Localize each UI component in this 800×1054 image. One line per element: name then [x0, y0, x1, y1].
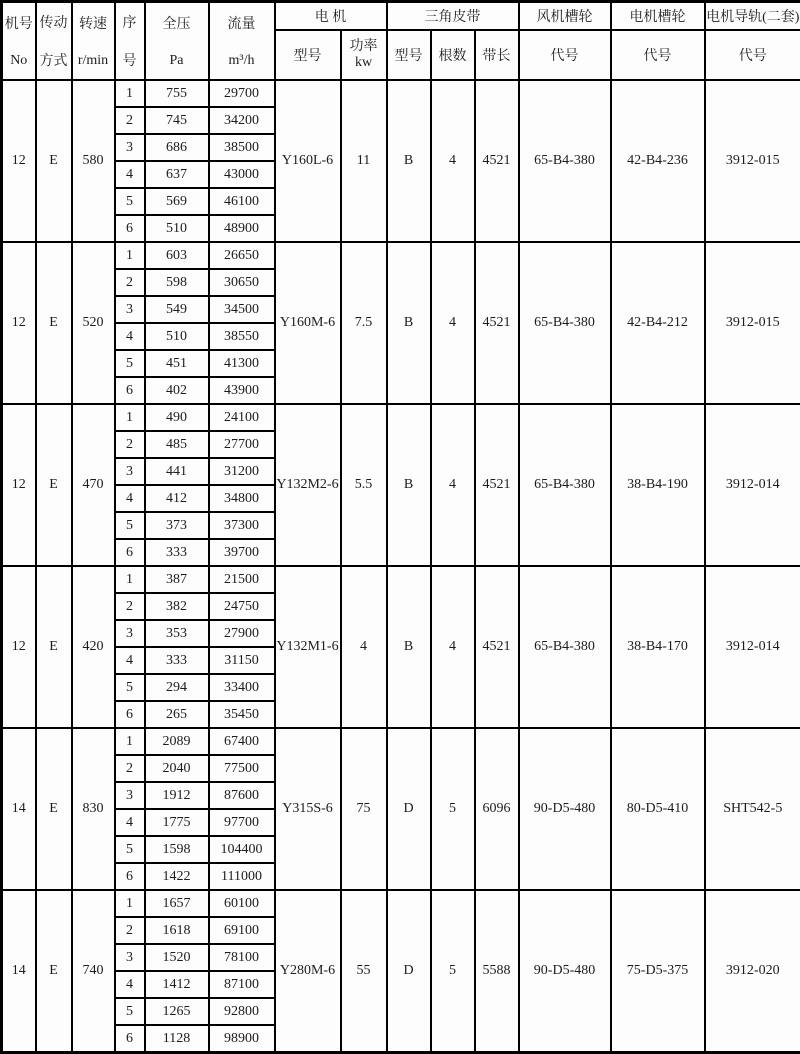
- cell-seq: 1: [115, 80, 145, 107]
- table-row: [2, 404, 800, 431]
- cell-fan-sheave-code: 65-B4-380: [519, 566, 611, 728]
- cell-flow: 27700: [209, 431, 275, 458]
- cell-pressure: 569: [145, 188, 209, 215]
- cell-motor-model: Y132M2-6: [275, 404, 341, 566]
- cell-belt-length: 4521: [475, 80, 519, 242]
- cell-flow: 111000: [209, 863, 275, 890]
- cell-motor-sheave-code: 38-B4-170: [611, 566, 705, 728]
- cell-motor-sheave-code: 75-D5-375: [611, 890, 705, 1053]
- cell-fan-sheave-code: 65-B4-380: [519, 404, 611, 566]
- cell-machine-no: 12: [2, 404, 36, 566]
- cell-belt-count: 5: [431, 728, 475, 890]
- header-motor-sheave-code: 代号: [611, 30, 705, 80]
- cell-seq: 2: [115, 755, 145, 782]
- cell-motor-rail-code: 3912-015: [705, 242, 800, 404]
- cell-flow: 41300: [209, 350, 275, 377]
- table-row: [2, 242, 800, 269]
- table-header: [2, 2, 800, 81]
- header-motor-group: 电 机: [275, 2, 387, 31]
- cell-fan-sheave-code: 90-D5-480: [519, 728, 611, 890]
- cell-flow: 77500: [209, 755, 275, 782]
- cell-flow: 35450: [209, 701, 275, 728]
- cell-seq: 6: [115, 215, 145, 242]
- table-row: [2, 890, 800, 917]
- cell-motor-rail-code: 3912-015: [705, 80, 800, 242]
- header-machine-no-en: No: [3, 53, 35, 69]
- table-body: [2, 80, 800, 1053]
- header-speed-en: r/min: [73, 53, 114, 69]
- header-pressure: [145, 2, 209, 81]
- header-pressure-zh: 全压: [146, 13, 208, 33]
- cell-seq: 5: [115, 512, 145, 539]
- cell-speed: 740: [72, 890, 115, 1053]
- cell-flow: 97700: [209, 809, 275, 836]
- cell-flow: 60100: [209, 890, 275, 917]
- cell-flow: 92800: [209, 998, 275, 1025]
- cell-flow: 21500: [209, 566, 275, 593]
- cell-flow: 33400: [209, 674, 275, 701]
- cell-pressure: 686: [145, 134, 209, 161]
- cell-flow: 98900: [209, 1025, 275, 1053]
- cell-seq: 6: [115, 1025, 145, 1053]
- cell-belt-model: B: [387, 404, 431, 566]
- cell-pressure: 549: [145, 296, 209, 323]
- header-seq-en: 号: [116, 50, 144, 70]
- cell-machine-no: 12: [2, 80, 36, 242]
- header-drive-mode: [36, 2, 72, 81]
- cell-pressure: 451: [145, 350, 209, 377]
- cell-motor-power: 4: [341, 566, 387, 728]
- cell-drive-mode: E: [36, 566, 72, 728]
- cell-drive-mode: E: [36, 404, 72, 566]
- cell-seq: 4: [115, 809, 145, 836]
- cell-pressure: 1412: [145, 971, 209, 998]
- cell-pressure: 1657: [145, 890, 209, 917]
- cell-pressure: 510: [145, 323, 209, 350]
- header-motor-model: 型号: [275, 30, 341, 80]
- cell-pressure: 1265: [145, 998, 209, 1025]
- header-rail-group: 电机导轨(二套): [705, 2, 800, 31]
- cell-fan-sheave-code: 65-B4-380: [519, 80, 611, 242]
- header-pressure-en: Pa: [146, 53, 208, 69]
- cell-seq: 4: [115, 647, 145, 674]
- cell-pressure: 603: [145, 242, 209, 269]
- header-fan-sheave-code: 代号: [519, 30, 611, 80]
- cell-motor-power: 7.5: [341, 242, 387, 404]
- cell-speed: 520: [72, 242, 115, 404]
- cell-seq: 6: [115, 701, 145, 728]
- cell-flow: 31150: [209, 647, 275, 674]
- cell-seq: 3: [115, 620, 145, 647]
- header-drive-zh: 传动: [37, 12, 71, 32]
- cell-seq: 1: [115, 566, 145, 593]
- header-belt-length: 带长: [475, 30, 519, 80]
- cell-motor-sheave-code: 38-B4-190: [611, 404, 705, 566]
- cell-pressure: 745: [145, 107, 209, 134]
- cell-seq: 3: [115, 782, 145, 809]
- cell-seq: 3: [115, 134, 145, 161]
- cell-motor-power: 75: [341, 728, 387, 890]
- cell-seq: 5: [115, 836, 145, 863]
- cell-belt-count: 4: [431, 566, 475, 728]
- cell-seq: 3: [115, 296, 145, 323]
- cell-pressure: 387: [145, 566, 209, 593]
- cell-motor-rail-code: 3912-020: [705, 890, 800, 1053]
- cell-belt-length: 4521: [475, 242, 519, 404]
- cell-pressure: 333: [145, 647, 209, 674]
- cell-flow: 46100: [209, 188, 275, 215]
- cell-drive-mode: E: [36, 728, 72, 890]
- header-machine-no: [2, 2, 36, 81]
- header-drive-en: 方式: [37, 50, 71, 70]
- cell-drive-mode: E: [36, 80, 72, 242]
- cell-belt-count: 5: [431, 890, 475, 1053]
- cell-motor-sheave-code: 42-B4-212: [611, 242, 705, 404]
- cell-motor-model: Y160M-6: [275, 242, 341, 404]
- cell-motor-rail-code: 3912-014: [705, 566, 800, 728]
- header-flow-en: m³/h: [210, 53, 274, 69]
- cell-drive-mode: E: [36, 242, 72, 404]
- cell-seq: 4: [115, 161, 145, 188]
- cell-flow: 67400: [209, 728, 275, 755]
- cell-flow: 27900: [209, 620, 275, 647]
- cell-pressure: 510: [145, 215, 209, 242]
- cell-motor-power: 55: [341, 890, 387, 1053]
- cell-belt-count: 4: [431, 404, 475, 566]
- header-belt-model: 型号: [387, 30, 431, 80]
- cell-flow: 24100: [209, 404, 275, 431]
- cell-flow: 31200: [209, 458, 275, 485]
- cell-pressure: 637: [145, 161, 209, 188]
- cell-pressure: 265: [145, 701, 209, 728]
- cell-belt-model: B: [387, 566, 431, 728]
- cell-seq: 2: [115, 431, 145, 458]
- cell-belt-length: 4521: [475, 404, 519, 566]
- cell-speed: 420: [72, 566, 115, 728]
- header-rail-code: 代号: [705, 30, 800, 80]
- cell-flow: 24750: [209, 593, 275, 620]
- cell-pressure: 2040: [145, 755, 209, 782]
- header-flow: [209, 2, 275, 81]
- cell-machine-no: 12: [2, 566, 36, 728]
- cell-seq: 2: [115, 107, 145, 134]
- cell-seq: 5: [115, 998, 145, 1025]
- cell-pressure: 1422: [145, 863, 209, 890]
- cell-seq: 6: [115, 539, 145, 566]
- cell-pressure: 1912: [145, 782, 209, 809]
- cell-seq: 5: [115, 188, 145, 215]
- header-motor-sheave-group: 电机槽轮: [611, 2, 705, 31]
- cell-machine-no: 14: [2, 728, 36, 890]
- cell-seq: 1: [115, 890, 145, 917]
- cell-speed: 580: [72, 80, 115, 242]
- cell-motor-model: Y315S-6: [275, 728, 341, 890]
- cell-flow: 87100: [209, 971, 275, 998]
- cell-machine-no: 14: [2, 890, 36, 1053]
- cell-pressure: 490: [145, 404, 209, 431]
- cell-belt-model: B: [387, 80, 431, 242]
- cell-pressure: 1775: [145, 809, 209, 836]
- cell-pressure: 1598: [145, 836, 209, 863]
- cell-seq: 3: [115, 458, 145, 485]
- cell-belt-length: 6096: [475, 728, 519, 890]
- cell-fan-sheave-code: 65-B4-380: [519, 242, 611, 404]
- cell-pressure: 412: [145, 485, 209, 512]
- header-seq: [115, 2, 145, 81]
- cell-belt-length: 5588: [475, 890, 519, 1053]
- cell-motor-rail-code: 3912-014: [705, 404, 800, 566]
- cell-flow: 30650: [209, 269, 275, 296]
- cell-seq: 5: [115, 350, 145, 377]
- cell-seq: 1: [115, 728, 145, 755]
- cell-seq: 1: [115, 242, 145, 269]
- header-belt-count: 根数: [431, 30, 475, 80]
- header-motor-power-en: kw: [342, 55, 386, 71]
- cell-motor-sheave-code: 42-B4-236: [611, 80, 705, 242]
- cell-pressure: 2089: [145, 728, 209, 755]
- cell-flow: 38500: [209, 134, 275, 161]
- cell-motor-sheave-code: 80-D5-410: [611, 728, 705, 890]
- cell-flow: 26650: [209, 242, 275, 269]
- cell-pressure: 1520: [145, 944, 209, 971]
- header-flow-zh: 流量: [210, 13, 274, 33]
- cell-flow: 78100: [209, 944, 275, 971]
- header-motor-power: [341, 30, 387, 80]
- cell-belt-count: 4: [431, 242, 475, 404]
- table-row: [2, 728, 800, 755]
- cell-drive-mode: E: [36, 890, 72, 1053]
- cell-belt-count: 4: [431, 80, 475, 242]
- header-belt-group: 三角皮带: [387, 2, 519, 31]
- cell-flow: 43900: [209, 377, 275, 404]
- cell-flow: 37300: [209, 512, 275, 539]
- cell-flow: 38550: [209, 323, 275, 350]
- cell-pressure: 1618: [145, 917, 209, 944]
- cell-flow: 34800: [209, 485, 275, 512]
- cell-seq: 4: [115, 485, 145, 512]
- cell-belt-model: B: [387, 242, 431, 404]
- cell-pressure: 382: [145, 593, 209, 620]
- cell-seq: 4: [115, 971, 145, 998]
- cell-pressure: 333: [145, 539, 209, 566]
- cell-pressure: 485: [145, 431, 209, 458]
- cell-seq: 1: [115, 404, 145, 431]
- header-seq-zh: 序: [116, 12, 144, 32]
- cell-belt-model: D: [387, 890, 431, 1053]
- header-speed-zh: 转速: [73, 13, 114, 33]
- cell-flow: 69100: [209, 917, 275, 944]
- cell-machine-no: 12: [2, 242, 36, 404]
- cell-flow: 34500: [209, 296, 275, 323]
- cell-motor-power: 5.5: [341, 404, 387, 566]
- cell-flow: 39700: [209, 539, 275, 566]
- cell-pressure: 294: [145, 674, 209, 701]
- cell-seq: 2: [115, 269, 145, 296]
- cell-motor-model: Y160L-6: [275, 80, 341, 242]
- header-machine-no-zh: 机号: [3, 13, 35, 33]
- cell-flow: 87600: [209, 782, 275, 809]
- header-speed: [72, 2, 115, 81]
- cell-motor-model: Y132M1-6: [275, 566, 341, 728]
- header-motor-power-zh: 功率: [342, 39, 386, 55]
- cell-speed: 830: [72, 728, 115, 890]
- cell-seq: 3: [115, 944, 145, 971]
- cell-flow: 48900: [209, 215, 275, 242]
- cell-motor-power: 11: [341, 80, 387, 242]
- cell-belt-length: 4521: [475, 566, 519, 728]
- cell-seq: 4: [115, 323, 145, 350]
- cell-seq: 6: [115, 863, 145, 890]
- cell-pressure: 373: [145, 512, 209, 539]
- cell-flow: 104400: [209, 836, 275, 863]
- cell-pressure: 441: [145, 458, 209, 485]
- cell-speed: 470: [72, 404, 115, 566]
- cell-motor-rail-code: SHT542-5: [705, 728, 800, 890]
- cell-belt-model: D: [387, 728, 431, 890]
- cell-flow: 34200: [209, 107, 275, 134]
- cell-fan-sheave-code: 90-D5-480: [519, 890, 611, 1053]
- table-row: [2, 80, 800, 107]
- header-fan-sheave-group: 风机槽轮: [519, 2, 611, 31]
- cell-pressure: 598: [145, 269, 209, 296]
- table-row: [2, 566, 800, 593]
- cell-seq: 2: [115, 593, 145, 620]
- cell-flow: 43000: [209, 161, 275, 188]
- cell-pressure: 353: [145, 620, 209, 647]
- cell-seq: 6: [115, 377, 145, 404]
- cell-seq: 2: [115, 917, 145, 944]
- cell-motor-model: Y280M-6: [275, 890, 341, 1053]
- cell-pressure: 1128: [145, 1025, 209, 1053]
- cell-seq: 5: [115, 674, 145, 701]
- cell-pressure: 402: [145, 377, 209, 404]
- cell-flow: 29700: [209, 80, 275, 107]
- cell-pressure: 755: [145, 80, 209, 107]
